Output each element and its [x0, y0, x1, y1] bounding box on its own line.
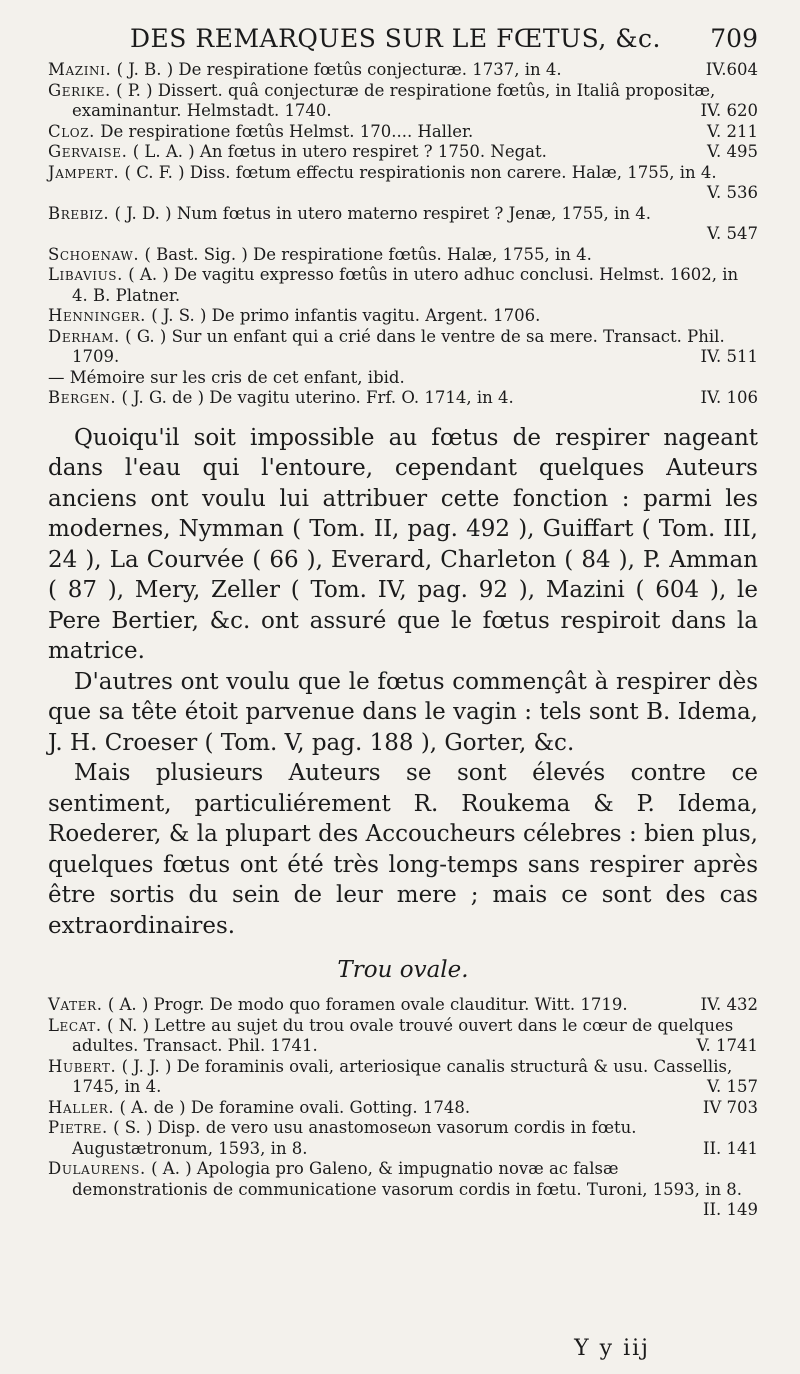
author-name: Haller.	[48, 1097, 115, 1117]
volume-page-ref: V. 547	[706, 224, 758, 243]
main-text	[48, 423, 758, 942]
reference-text: ( J. G. de ) De vagitu uterino. Frf. O. 1714, in 4.	[121, 388, 514, 407]
reference-text: — Mémoire sur les cris de cet enfant, ibid.	[48, 367, 405, 387]
paragraph: D'autres ont voulu que le fœtus commençât à respirer dès que sa tête étoit parvenue dans le vagin : tels sont B. Idema, J. H. Croeser ( Tom. V, pag. 188 ), Gorter, &c.	[48, 668, 758, 756]
reference-text: ( J. S. ) De primo infantis vagitu. Argent. 1706.	[151, 306, 541, 325]
volume-page-ref: IV. 511	[700, 347, 758, 366]
references-top	[48, 60, 758, 409]
author-name: Dulaurens.	[48, 1159, 146, 1178]
reference-entry	[48, 1118, 758, 1159]
author-name: Gerike.	[48, 80, 111, 100]
reference-entry	[48, 1057, 758, 1098]
reference-text: ( N. ) Lettre au sujet du trou ovale trouvé ouvert dans le cœur de quelques adultes. Transact. Phil. 1741.	[72, 1015, 734, 1055]
author-name: Pietre.	[48, 1118, 108, 1137]
section-title: Trou ovale.	[337, 957, 469, 983]
volume-page-ref: IV.604	[705, 60, 758, 79]
volume-page-ref: IV 703	[702, 1097, 758, 1117]
volume-page-ref: V. 211	[706, 121, 758, 141]
volume-page-ref: II. 149	[702, 1200, 758, 1219]
author-name: Brebiz.	[48, 203, 110, 223]
author-name: Jampert.	[48, 162, 120, 182]
reference-entry	[48, 122, 758, 143]
reference-text: ( A. de ) De foramine ovali. Gotting. 1748.	[119, 1097, 471, 1117]
reference-text: ( A. ) Apologia pro Galeno, & impugnatio novæ ac falsæ demonstrationis de communicatione vasorum cordis in fœtu. Turoni, 1593, in 8.	[72, 1159, 743, 1199]
volume-page-ref: V. 1741	[696, 1036, 758, 1055]
volume-page-ref: V. 536	[706, 183, 758, 202]
reference-entry	[48, 142, 758, 163]
author-name: Mazini.	[48, 60, 112, 79]
page-number: 709	[710, 24, 758, 53]
volume-page-ref: II. 141	[702, 1138, 758, 1158]
author-name: Cloz.	[48, 121, 96, 141]
reference-text: ( J. B. ) De respiratione fœtûs conjecturæ. 1737, in 4.	[116, 60, 562, 79]
reference-text: ( Bast. Sig. ) De respiratione fœtûs. Halæ, 1755, in 4.	[144, 244, 592, 264]
author-name: Libavius.	[48, 265, 123, 284]
reference-text: ( C. F. ) Diss. fœtum effectu respirationis non carere. Halæ, 1755, in 4.	[124, 162, 717, 182]
author-name: Bergen.	[48, 388, 117, 407]
reference-text: ( J. J. ) De foraminis ovali, arteriosique canalis structurâ & usu. Cassellis, 1745, in 4.	[72, 1056, 733, 1096]
reference-entry	[48, 163, 758, 204]
reference-entry	[48, 81, 758, 122]
reference-text: ( J. D. ) Num fœtus in utero materno respiret ? Jenæ, 1755, in 4.	[114, 203, 651, 223]
running-title: DES REMARQUES SUR LE FŒTUS, &c.	[130, 24, 661, 53]
reference-entry	[48, 306, 758, 327]
author-name: Gervaise.	[48, 142, 128, 161]
reference-entry	[48, 368, 758, 389]
running-header	[48, 18, 758, 60]
reference-entry	[48, 995, 758, 1016]
volume-page-ref: IV. 620	[700, 101, 758, 120]
reference-entry	[48, 245, 758, 266]
reference-entry	[48, 1016, 758, 1057]
reference-text: ( S. ) Disp. de vero usu anastomoseωn vasorum cordis in fœtu. Augustætronum, 1593, in 8.	[72, 1118, 637, 1158]
author-name: Vater.	[48, 995, 103, 1014]
author-name: Schoenaw.	[48, 244, 140, 264]
volume-page-ref: IV. 432	[700, 995, 758, 1014]
reference-entry	[48, 1098, 758, 1119]
signature-mark: Y y iij	[574, 1336, 650, 1361]
volume-page-ref: V. 157	[706, 1077, 758, 1096]
reference-text: ( A. ) De vagitu expresso fœtûs in utero adhuc conclusi. Helmst. 1602, in 4. B. Platner.	[72, 265, 739, 305]
author-name: Hubert.	[48, 1056, 117, 1076]
reference-text: ( P. ) Dissert. quâ conjecturæ de respiratione fœtûs, in Italiâ propositæ, examinantur. Helmstadt. 1740.	[72, 80, 716, 120]
volume-page-ref: IV. 106	[700, 388, 758, 407]
reference-text: ( G. ) Sur un enfant qui a crié dans le ventre de sa mere. Transact. Phil. 1709.	[72, 326, 725, 366]
reference-entry	[48, 388, 758, 409]
reference-entry	[48, 1159, 758, 1221]
reference-entry	[48, 60, 758, 81]
reference-entry	[48, 327, 758, 368]
reference-text: De respiratione fœtûs Helmst. 170.... Haller.	[100, 121, 474, 141]
author-name: Derham.	[48, 326, 120, 346]
paragraph: Mais plusieurs Auteurs se sont élevés contre ce sentiment, particuliérement R. Roukema & P. Idema, Roederer, & la plupart des Accoucheurs célebres : bien plus, quelques fœtus ont été très long-temps sans respirer après être sortis du sein de leur mere ; mais ce sont des cas extraordinaires.	[48, 760, 758, 939]
paragraph: Quoiqu'il soit impossible au fœtus de respirer nageant dans l'eau qui l'entoure, cependant quelques Auteurs anciens ont voulu lui attribuer cette fonction : parmi les modernes, Nymman ( Tom. II, pag. 492 ), Guiffart ( Tom. III, 24 ), La Courvée ( 66 ), Everard, Charleton ( 84 ), P. Amman ( 87 ), Mery, Zeller ( Tom. IV, pag. 92 ), Mazini ( 604 ), le Pere Bertier, &c. ont assuré que le fœtus respiroit dans la matrice.	[48, 424, 758, 664]
reference-text: ( A. ) Progr. De modo quo foramen ovale clauditur. Witt. 1719.	[107, 995, 628, 1014]
references-bottom	[48, 995, 758, 1221]
volume-page-ref: V. 495	[706, 142, 758, 161]
author-name: Henninger.	[48, 306, 147, 325]
reference-text: ( L. A. ) An fœtus in utero respiret ? 1750. Negat.	[132, 142, 547, 161]
reference-entry	[48, 204, 758, 245]
reference-entry	[48, 265, 758, 306]
author-name: Lecat.	[48, 1015, 102, 1035]
